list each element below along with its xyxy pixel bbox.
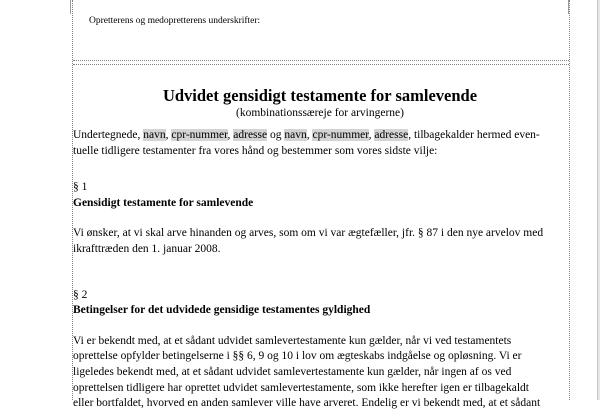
field-name-1[interactable]: navn (143, 129, 166, 141)
document-title: Udvidet gensidigt testamente for samlevende (162, 86, 478, 105)
margin-marker-left (70, 0, 71, 14)
section-1-title: Gensidigt testamente for samlevende (73, 196, 254, 209)
field-address-2[interactable]: adresse (374, 129, 409, 141)
section-2-line-5: eller bortfaldet, hvorved en anden samlever ville have arveret. Endelig er vi bekendt med, at et sådant (73, 397, 541, 410)
field-name-2[interactable]: navn (284, 129, 307, 141)
document-subtitle: (kombinationssæreje for arvingerne) (236, 107, 404, 119)
page-margin-right (569, 0, 570, 400)
field-address-1[interactable]: adresse (233, 129, 268, 141)
section-2-line-2: oprettelse opfylder betingelserne i §§ 6, 9 og 10 i lov om ægteskabs indgåelse og opløsning. Vi er (73, 350, 522, 363)
section-2-number: § 2 (73, 288, 88, 301)
section-1-line-2: ikrafttræden den 1. januar 2008. (73, 242, 221, 255)
intro-line-2: tuelle tidligere testamenter fra vores hånd og bestemmer som vores sidste vilje: (73, 144, 438, 157)
section-1-number: § 1 (73, 181, 88, 194)
section-2-line-3: ligeledes bekendt med, at et sådant udvidet samlevertestamente kun gælder, når ingen af os ved (73, 365, 512, 378)
footer-signature-label: Opretterens og medopretterens underskrifter: (89, 16, 261, 26)
document-body[interactable] (73, 86, 567, 412)
section-2-line-4: oprettelsen tidligere har oprettet udvidet samlevertestamente, som ikke herefter igen er tilbagekaldt (73, 381, 529, 394)
field-cpr-1[interactable]: cpr-nummer (171, 129, 228, 141)
section-2-line-1: Vi er bekendt med, at et sådant udvidet samlevertestamente kun gælder, når vi ved testamentets (73, 334, 512, 347)
page-footer[interactable] (73, 0, 569, 61)
intro-paragraph: Undertegnede, navn, cpr-nummer, adresse og navn, cpr-nummer, adresse, tilbagekalder hermed even- (73, 129, 540, 141)
section-2-title: Betingelser for det udvidede gensidige testamentes gyldighed (73, 304, 371, 317)
page-header-boundary (73, 64, 569, 65)
section-1-line-1: Vi ønsker, at vi skal arve hinanden og arves, som om vi var ægtefæller, jfr. § 87 i den nye arvelov med (73, 227, 544, 240)
field-cpr-2[interactable]: cpr-nummer (312, 129, 369, 141)
